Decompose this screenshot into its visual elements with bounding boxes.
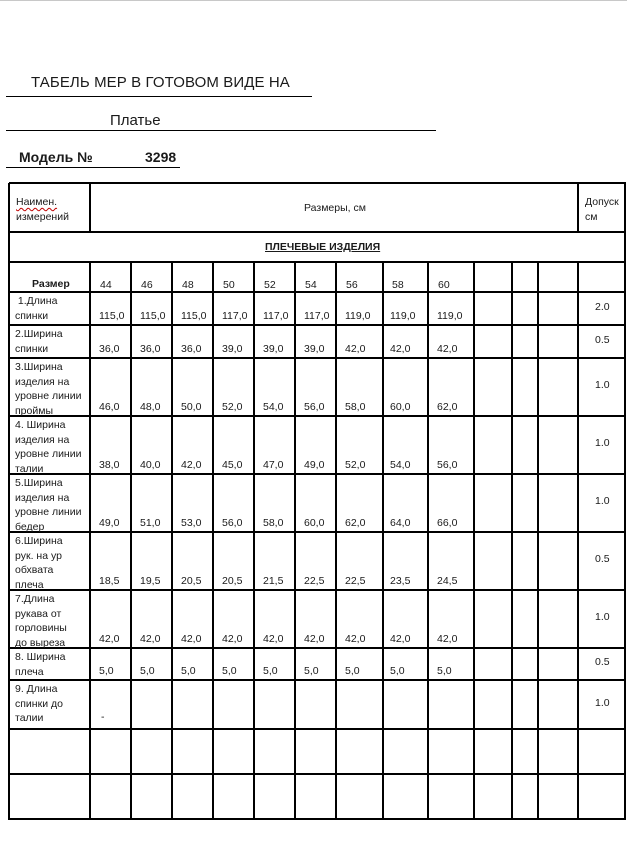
section-title: ПЛЕЧЕВЫЕ ИЗДЕЛИЯ: [265, 241, 381, 253]
measurement-value: 42,0: [181, 459, 202, 471]
header-sizes-col: Размеры, см: [304, 202, 366, 214]
tolerance-value: 1.0: [595, 611, 610, 623]
row-label-line: проймы: [15, 404, 53, 417]
measurement-value: 5,0: [345, 665, 360, 677]
size-header: 46: [141, 279, 153, 291]
row-label-line: бедер: [15, 520, 45, 533]
tolerance-value: 1.0: [595, 437, 610, 449]
measurement-value: 56,0: [222, 517, 243, 529]
model-number: 3298: [145, 149, 177, 165]
size-header: 58: [392, 279, 404, 291]
column-divider: [382, 262, 384, 820]
model-label: Модель №: [19, 149, 93, 165]
measurement-value: 5,0: [390, 665, 405, 677]
measurement-value: 56,0: [304, 401, 325, 413]
measurement-value: 5,0: [222, 665, 237, 677]
measurement-value: 45,0: [222, 459, 243, 471]
column-divider: [335, 262, 337, 820]
measurement-value: 60,0: [390, 401, 411, 413]
column-divider: [130, 262, 132, 820]
size-header: 44: [100, 279, 112, 291]
row-label-line: 9. Длина: [15, 683, 58, 695]
measurement-value: 5,0: [140, 665, 155, 677]
row-label-line: 2.Ширина: [15, 328, 63, 340]
row-label-line: спинки до: [15, 697, 63, 710]
row-label: [15, 418, 81, 476]
measurement-value: 39,0: [222, 343, 243, 355]
measurement-value: 5,0: [437, 665, 452, 677]
tolerance-value: 1.0: [595, 495, 610, 507]
row-label-line: до выреза: [15, 636, 66, 649]
size-header: 48: [182, 279, 194, 291]
measurement-value: 115,0: [140, 310, 166, 322]
row-label: [15, 534, 63, 592]
measurement-value: 42,0: [140, 633, 161, 645]
row-label-line: плеча: [15, 578, 44, 591]
row-divider: [9, 357, 626, 359]
row-label: [15, 327, 63, 356]
measurement-value: 54,0: [263, 401, 284, 413]
measurement-value: 53,0: [181, 517, 202, 529]
size-header: 52: [264, 279, 276, 291]
row-label-line: плеча: [15, 665, 44, 678]
size-row-label: Размер: [32, 278, 70, 290]
measurement-value: 62,0: [345, 517, 366, 529]
measurement-value: 38,0: [99, 459, 120, 471]
column-divider: [473, 262, 475, 820]
row-divider: [9, 531, 626, 533]
table-border-left: [8, 183, 10, 820]
header-divider: [577, 183, 579, 233]
measurement-value: 42,0: [181, 633, 202, 645]
measurement-value: 18,5: [99, 575, 120, 587]
header-name-line-2: измерений: [16, 210, 69, 223]
measurement-value: 20,5: [222, 575, 243, 587]
size-header: 60: [438, 279, 450, 291]
row-label-line: 6.Ширина: [15, 535, 63, 547]
measurement-value: 47,0: [263, 459, 284, 471]
measurement-value: 66,0: [437, 517, 458, 529]
tolerance-value: 0.5: [595, 553, 610, 565]
column-divider: [537, 262, 539, 820]
column-divider: [511, 262, 513, 820]
row-label-line: уровне линии: [15, 390, 82, 402]
row-divider: [9, 473, 626, 475]
measurement-value: 22,5: [345, 575, 366, 587]
measurement-value: 36,0: [99, 343, 120, 355]
row-divider: [9, 324, 626, 326]
measurement-value: 64,0: [390, 517, 411, 529]
row-label-line: 5.Ширина: [15, 477, 63, 489]
measurement-value: 42,0: [390, 343, 411, 355]
measurement-value: 115,0: [99, 310, 125, 322]
size-header: 50: [223, 279, 235, 291]
table-border-right: [624, 183, 626, 820]
row-label-line: изделия на: [15, 491, 70, 504]
row-label-line: уровне линии: [15, 506, 82, 518]
row-label-line: спинки: [15, 309, 49, 322]
measurement-value: 5,0: [99, 665, 114, 677]
measurement-value: 19,5: [140, 575, 161, 587]
row-label: [15, 294, 57, 323]
measurement-value: 5,0: [304, 665, 319, 677]
garment-name: Платье: [110, 112, 161, 129]
measurement-value: 20,5: [181, 575, 202, 587]
measurement-value: 54,0: [390, 459, 411, 471]
measurement-value: 23,5: [390, 575, 411, 587]
tolerance-value: 2.0: [595, 301, 610, 313]
measurement-value: 39,0: [263, 343, 284, 355]
row-divider: [9, 415, 626, 417]
row-label-line: обхвата: [15, 564, 54, 576]
measurement-value: 36,0: [140, 343, 161, 355]
header-tolerance-line-2: см: [585, 210, 598, 223]
measurement-value: 117,0: [222, 310, 248, 322]
row-divider: [9, 647, 626, 649]
row-label-line: изделия на: [15, 375, 70, 388]
header-tolerance-col: [585, 195, 619, 224]
measurement-value: 21,5: [263, 575, 284, 587]
measurement-value: 5,0: [181, 665, 196, 677]
row-label-line: 7.Длина: [15, 593, 55, 605]
measurement-value: -: [101, 711, 105, 723]
row-label-line: рукава от: [15, 607, 62, 620]
measurement-value: 51,0: [140, 517, 161, 529]
measurement-value: 40,0: [140, 459, 161, 471]
row-label-line: 4. Ширина: [15, 419, 66, 431]
measurement-value: 42,0: [99, 633, 120, 645]
measurement-value: 117,0: [263, 310, 289, 322]
measurement-value: 22,5: [304, 575, 325, 587]
row-label-line: 1.Длина: [15, 295, 58, 307]
row-label-line: рук. на ур: [15, 549, 62, 562]
row-label-line: горловины: [15, 622, 67, 634]
row-label: [15, 360, 81, 418]
size-header: 54: [305, 279, 317, 291]
measurement-value: 49,0: [304, 459, 325, 471]
column-divider: [89, 262, 91, 820]
column-divider: [294, 262, 296, 820]
row-divider: [9, 818, 626, 820]
measurement-value: 42,0: [345, 633, 366, 645]
measurement-value: 119,0: [345, 310, 371, 322]
column-divider: [253, 262, 255, 820]
row-label: [15, 592, 67, 650]
measurement-value: 117,0: [304, 310, 330, 322]
table-border-top: [9, 182, 626, 184]
measurement-value: 50,0: [181, 401, 202, 413]
tolerance-value: 0.5: [595, 334, 610, 346]
measurement-value: 52,0: [345, 459, 366, 471]
row-label-line: спинки: [15, 342, 49, 355]
measurement-value: 42,0: [222, 633, 243, 645]
row-label: [15, 650, 66, 679]
measurement-value: 52,0: [222, 401, 243, 413]
measurement-value: 119,0: [437, 310, 463, 322]
measurement-value: 42,0: [263, 633, 284, 645]
column-divider: [427, 262, 429, 820]
measurement-value: 58,0: [263, 517, 284, 529]
row-divider: [9, 261, 626, 263]
row-divider: [9, 231, 626, 233]
row-label: [15, 682, 63, 726]
tolerance-value: 0.5: [595, 656, 610, 668]
measurement-value: 62,0: [437, 401, 458, 413]
measurement-value: 5,0: [263, 665, 278, 677]
row-divider: [9, 679, 626, 681]
row-divider: [9, 773, 626, 775]
header-name-line-1: Наимен.: [16, 196, 58, 208]
column-divider: [171, 262, 173, 820]
measurement-value: 119,0: [390, 310, 416, 322]
row-label-line: 8. Ширина: [15, 651, 66, 663]
header-name-col: [16, 195, 69, 224]
column-divider: [577, 262, 579, 820]
measurement-value: 49,0: [99, 517, 120, 529]
measurement-value: 46,0: [99, 401, 120, 413]
document-title-text: ТАБЕЛЬ МЕР В ГОТОВОМ ВИДЕ НА: [31, 74, 290, 91]
row-label-line: 3.Ширина: [15, 361, 63, 373]
row-label-line: изделия на: [15, 433, 70, 446]
tolerance-value: 1.0: [595, 379, 610, 391]
row-label-line: талии: [15, 462, 44, 475]
tolerance-value: 1.0: [595, 697, 610, 709]
row-divider: [9, 728, 626, 730]
size-header: 56: [346, 279, 358, 291]
row-label-line: уровне линии: [15, 448, 82, 460]
measurement-value: 24,5: [437, 575, 458, 587]
measurement-value: 42,0: [304, 633, 325, 645]
header-tolerance-line-1: Допуск: [585, 196, 619, 208]
measurement-value: 42,0: [437, 343, 458, 355]
column-divider: [212, 262, 214, 820]
header-divider: [89, 183, 91, 233]
measurement-value: 58,0: [345, 401, 366, 413]
row-label-line: талии: [15, 712, 44, 724]
measurement-value: 56,0: [437, 459, 458, 471]
measurement-value: 36,0: [181, 343, 202, 355]
measurement-value: 39,0: [304, 343, 325, 355]
measurement-value: 42,0: [345, 343, 366, 355]
row-divider: [9, 589, 626, 591]
measurement-value: 115,0: [181, 310, 207, 322]
row-divider: [9, 291, 626, 293]
measurement-value: 42,0: [390, 633, 411, 645]
measurement-value: 48,0: [140, 401, 161, 413]
measurement-value: 42,0: [437, 633, 458, 645]
row-label: [15, 476, 81, 534]
measurement-value: 60,0: [304, 517, 325, 529]
